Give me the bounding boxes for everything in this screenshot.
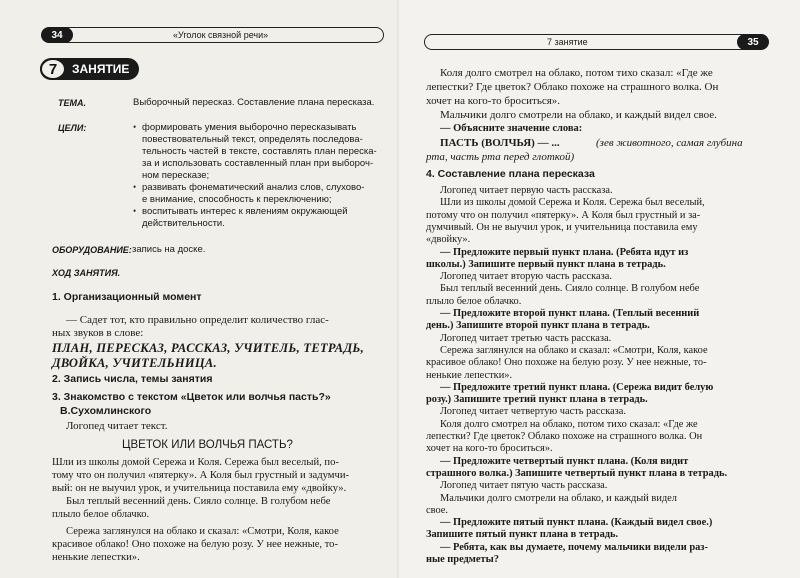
- explain-word: — Объясните значение слова:: [440, 123, 583, 134]
- story-line-6: Сережа заглянулся на облако и сказал: «Смотри, Коля, какое: [66, 526, 339, 537]
- equipment-text: запись на доске.: [132, 244, 206, 255]
- plan-line: красивое облако! Оно похоже на белую розу. У нее нежные, то-: [426, 357, 707, 369]
- plan-line: страшного волка.) Запишите четвертый пункт плана в тетрадь.: [426, 467, 728, 479]
- left-running-header: [42, 27, 384, 43]
- section-3-heading-line-2: В.Сухомлинского: [60, 405, 152, 417]
- bullet-3: •: [133, 206, 137, 216]
- plan-line: Логопед читает пятую часть рассказа.: [440, 480, 608, 492]
- plan-line: хочет на кого-то броситься».: [426, 443, 553, 455]
- story-line-3: вый: он не выучил урок, и учительница поставила ему «двойку».: [52, 483, 347, 494]
- right-running-header: [424, 34, 768, 50]
- plan-line: свое.: [426, 504, 448, 516]
- section-2-heading: 2. Запись числа, темы занятия: [52, 373, 213, 385]
- plan-line: — Ребята, как вы думаете, почему мальчики видели раз-: [440, 541, 708, 553]
- plan-line: плыло белое облачко.: [426, 295, 522, 307]
- pasht-def-2: рта, часть рта перед глоткой): [426, 151, 575, 163]
- plan-line: Логопед читает первую часть рассказа.: [440, 185, 613, 196]
- pasht-def-1: (зев животного, самая глубина: [596, 137, 743, 149]
- lesson-label: ЗАНЯТИЕ: [72, 62, 130, 76]
- top-line-2: лепестки? Где цветок? Облако похоже на страшного волка. Он: [426, 81, 719, 93]
- goal-1-line-1: формировать умения выборочно пересказывать: [142, 122, 357, 133]
- lesson-badge: [40, 58, 139, 80]
- plan-line: Был теплый весенний день. Сияло солнце. В голубом небе: [440, 283, 700, 295]
- plan-line: Шли из школы домой Сережа и Коля. Сережа был веселый,: [440, 197, 705, 209]
- plan-line: Логопед читает четвертую часть рассказа.: [440, 406, 626, 418]
- bullet-2: •: [133, 182, 137, 192]
- story-line-8: ненькие лепестки».: [52, 552, 140, 563]
- progress-label: ХОД ЗАНЯТИЯ.: [52, 268, 121, 278]
- plan-line: ненькие лепестки».: [426, 369, 513, 381]
- plan-line: Логопед читает третью часть рассказа.: [440, 332, 612, 344]
- left-header-title: «Уголок связной речи»: [173, 30, 269, 40]
- plan-line: Мальчики долго смотрели на облако, и каждый видел: [440, 492, 677, 504]
- caps-line-1: ПЛАН, ПЕРЕСКАЗ, РАССКАЗ, УЧИТЕЛЬ, ТЕТРАДЬ,: [52, 341, 365, 355]
- plan-line: — Предложите пятый пункт плана. (Каждый видел свое.): [440, 517, 713, 529]
- right-page: [400, 0, 800, 578]
- s1-line-1: — Садет тот, кто правильно определит количество глас-: [66, 314, 329, 326]
- goal-3-line-1: воспитывать интерес к явлениям окружающей: [142, 206, 348, 217]
- plan-line: лепестки? Где цветок? Облако похоже на страшного волка. Он: [426, 431, 703, 442]
- lesson-number: 7: [40, 58, 66, 80]
- story-title: ЦВЕТОК ИЛИ ВОЛЧЬЯ ПАСТЬ?: [122, 439, 293, 451]
- story-line-7: красивое облако! Оно похоже на белую розу. У нее нежные, то-: [52, 539, 339, 550]
- right-header-title: 7 занятие: [547, 37, 588, 47]
- section-1-heading: 1. Организационный момент: [52, 291, 202, 303]
- celi-label: ЦЕЛИ:: [58, 123, 87, 133]
- caps-line-2: ДВОЙКА, УЧИТЕЛЬНИЦА.: [52, 356, 217, 370]
- plan-line: — Предложите первый пункт плана. (Ребята идут из: [440, 246, 689, 258]
- plan-line: день.) Запишите второй пункт плана в тетрадь.: [426, 320, 650, 332]
- tema-label: ТЕМА.: [58, 98, 86, 108]
- equipment-label: ОБОРУДОВАНИЕ:: [52, 245, 132, 255]
- goal-1-line-4: за и использовать составленный план при выбороч-: [142, 158, 374, 169]
- story-line-1: Шли из школы домой Сережа и Коля. Сережа был веселый, по-: [52, 457, 339, 468]
- tema-text: Выборочный пересказ. Составление плана пересказа.: [133, 97, 375, 108]
- plan-line: розу.) Запишите третий пункт плана в тетрадь.: [426, 394, 648, 406]
- plan-line: Коля долго смотрел на облако, потом тихо сказал: «Где же: [440, 418, 698, 430]
- plan-line: — Предложите второй пункт плана. (Теплый весенний: [440, 308, 700, 319]
- bullet-1: •: [133, 122, 137, 132]
- top-line-4: Мальчики долго смотрели на облако, и каждый видел свое.: [440, 109, 717, 121]
- s1-line-2: ных звуков в слове:: [52, 327, 144, 339]
- plan-line: думчивый. Он не выучил урок, и учительница поставила ему: [426, 221, 698, 233]
- goal-1-line-5: ном пересказе;: [142, 170, 210, 181]
- reads-text: Логопед читает текст.: [66, 420, 168, 432]
- left-page-number: 34: [41, 27, 73, 43]
- plan-line: Запишите пятый пункт плана в тетрадь.: [426, 529, 619, 541]
- goal-2-line-2: е внимание, способность к переключению;: [142, 194, 332, 205]
- plan-line: — Предложите четвертый пункт плана. (Коля видит: [440, 455, 689, 467]
- pasht-lead: ПАСТЬ (ВОЛЧЬЯ) — ...: [440, 137, 560, 149]
- story-line-4: Был теплый весенний день. Сияло солнце. В голубом небе: [66, 496, 331, 507]
- plan-line: школы.) Запишите первый пункт плана в тетрадь.: [426, 258, 666, 270]
- goal-1-line-3: тельность частей в тексте, составлять план переска-: [142, 146, 377, 157]
- top-line-1: Коля долго смотрел на облако, потом тихо сказал: «Где же: [440, 67, 713, 79]
- top-line-3: хочет на кого-то броситься».: [426, 95, 561, 107]
- goal-1-line-2: повествовательный текст, определять последова-: [142, 134, 363, 145]
- goal-3-line-2: действительности.: [142, 218, 225, 229]
- plan-line: Логопед читает вторую часть рассказа.: [440, 271, 612, 283]
- plan-line: — Предложите третий пункт плана. (Сережа видит белую: [440, 381, 714, 393]
- plan-line: потому что он получил «пятерку». А Коля был грустный и за-: [426, 209, 701, 221]
- plan-line: Сережа заглянулся на облако и сказал: «Смотри, Коля, какое: [440, 344, 708, 356]
- story-line-5: плыло белое облачко.: [52, 509, 150, 520]
- story-line-2: тому что он получил «пятерку». А Коля был грустный и задумчи-: [52, 470, 350, 481]
- plan-line: «двойку».: [426, 234, 471, 246]
- goal-2-line-1: развивать фонематический анализ слов, слухово-: [142, 182, 365, 193]
- section-4-heading: 4. Составление плана пересказа: [426, 168, 595, 180]
- right-page-number: 35: [737, 34, 769, 50]
- section-3-heading-line-1: 3. Знакомство с текстом «Цветок или волчья пасть?»: [52, 391, 331, 403]
- plan-line: ные предметы?: [426, 554, 499, 565]
